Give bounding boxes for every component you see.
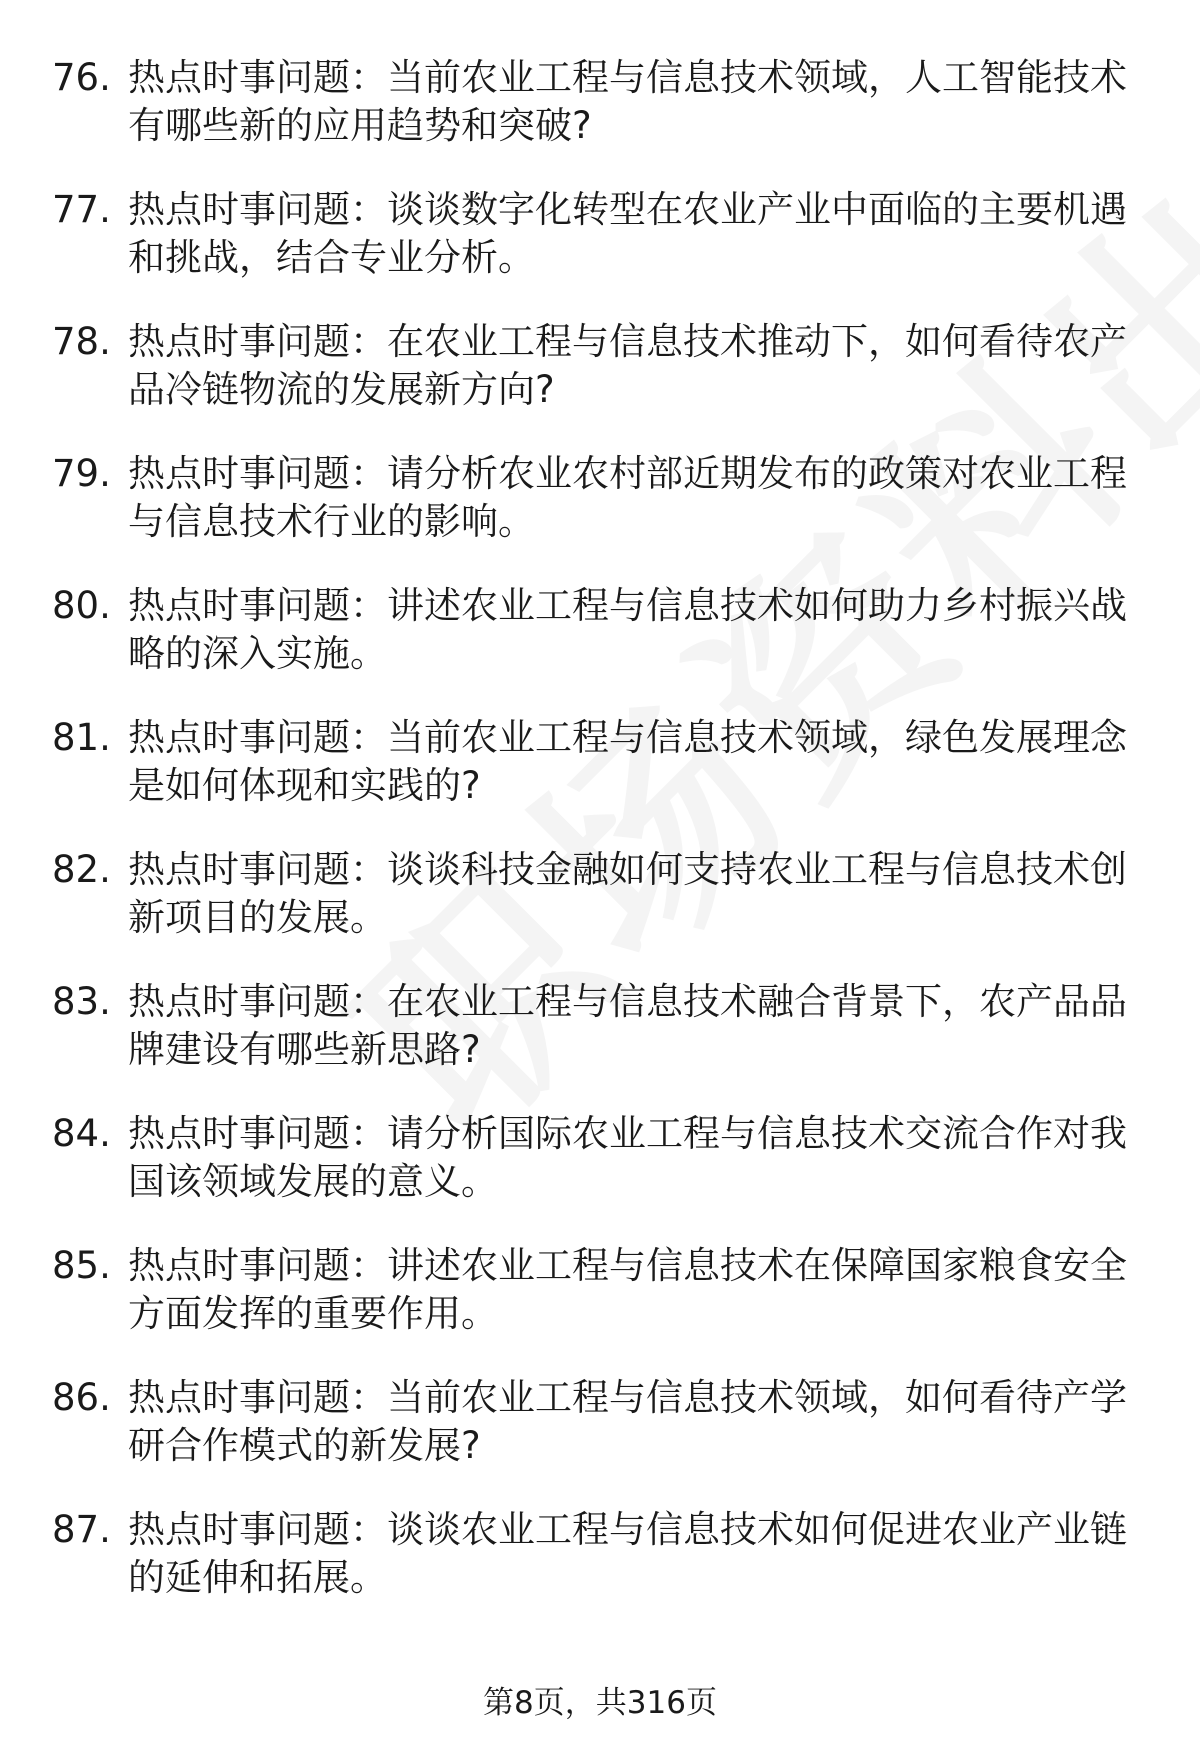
question-text: 热点时事问题：讲述农业工程与信息技术如何助力乡村振兴战略的深入实施。 — [128, 584, 1127, 675]
question-text: 热点时事问题：讲述农业工程与信息技术在保障国家粮食安全方面发挥的重要作用。 — [128, 1244, 1127, 1335]
question-number: 76. — [52, 56, 111, 99]
question-item — [0, 978, 1200, 1110]
question-item — [0, 186, 1200, 318]
question-text: 热点时事问题：在农业工程与信息技术融合背景下，农产品品牌建设有哪些新思路? — [128, 980, 1127, 1071]
question-text: 热点时事问题：请分析农业农村部近期发布的政策对农业工程与信息技术行业的影响。 — [128, 452, 1127, 543]
question-text: 热点时事问题：谈谈数字化转型在农业产业中面临的主要机遇和挑战，结合专业分析。 — [128, 188, 1127, 279]
question-item — [0, 1110, 1200, 1242]
question-text: 热点时事问题：当前农业工程与信息技术领域，人工智能技术有哪些新的应用趋势和突破? — [128, 56, 1127, 147]
question-number: 79. — [52, 452, 111, 495]
question-number: 83. — [52, 980, 111, 1023]
page-indicator: 第8页，共316页 — [483, 1685, 717, 1721]
question-text: 热点时事问题：请分析国际农业工程与信息技术交流合作对我国该领域发展的意义。 — [128, 1112, 1127, 1203]
question-list — [0, 54, 1200, 1638]
question-item — [0, 1374, 1200, 1506]
question-number: 87. — [52, 1508, 111, 1551]
question-item — [0, 54, 1200, 186]
question-number: 80. — [52, 584, 111, 627]
question-number: 81. — [52, 716, 111, 759]
question-number: 82. — [52, 848, 111, 891]
question-item — [0, 714, 1200, 846]
question-text: 热点时事问题：在农业工程与信息技术推动下，如何看待农产品冷链物流的发展新方向? — [128, 320, 1127, 411]
question-number: 86. — [52, 1376, 111, 1419]
question-text: 热点时事问题：谈谈农业工程与信息技术如何促进农业产业链的延伸和拓展。 — [128, 1508, 1127, 1599]
question-item — [0, 582, 1200, 714]
question-text: 热点时事问题：谈谈科技金融如何支持农业工程与信息技术创新项目的发展。 — [128, 848, 1127, 939]
question-item — [0, 846, 1200, 978]
question-number: 78. — [52, 320, 111, 363]
question-number: 84. — [52, 1112, 111, 1155]
question-item — [0, 450, 1200, 582]
question-number: 77. — [52, 188, 111, 231]
question-item — [0, 1242, 1200, 1374]
question-number: 85. — [52, 1244, 111, 1287]
question-text: 热点时事问题：当前农业工程与信息技术领域，如何看待产学研合作模式的新发展? — [128, 1376, 1127, 1467]
question-item — [0, 318, 1200, 450]
question-item — [0, 1506, 1200, 1638]
question-text: 热点时事问题：当前农业工程与信息技术领域，绿色发展理念是如何体现和实践的? — [128, 716, 1127, 807]
